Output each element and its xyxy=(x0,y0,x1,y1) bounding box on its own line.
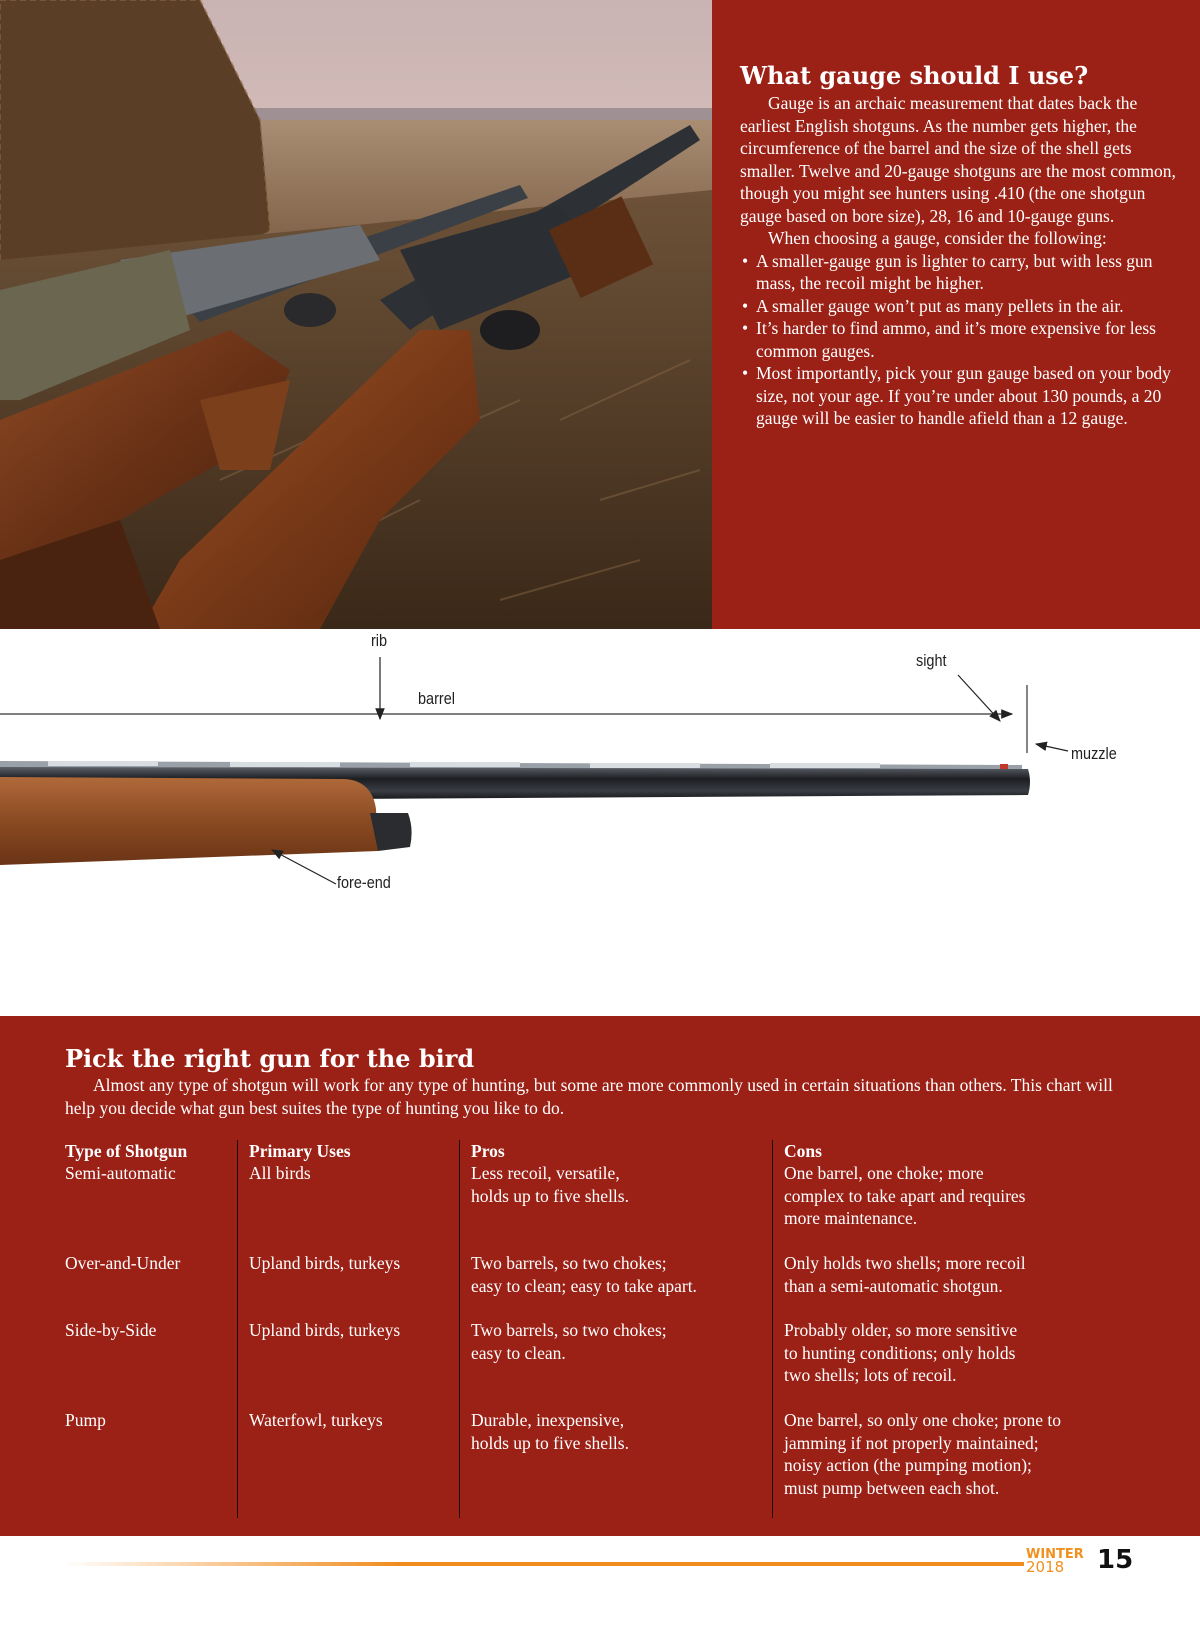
bird-intro: Almost any type of shotgun will work for any type of hunting, but some are more commonly used in certain situations than others. This chart will help you decide what gun best suites the type of hunting you like to do. xyxy=(65,1075,1113,1118)
table-cell: All birds xyxy=(249,1163,311,1183)
table-cell: Upland birds, turkeys xyxy=(249,1320,401,1340)
table-header: Cons xyxy=(784,1141,822,1161)
table-cell: Only holds two shells; more recoil than a semi-automatic shotgun. xyxy=(784,1253,1026,1296)
season-year: 2018 xyxy=(1026,1558,1065,1576)
table-header: Type of Shotgun xyxy=(65,1141,188,1161)
table-column-uses xyxy=(237,1140,459,1518)
table-cell: One barrel, one choke; more complex to take apart and requires more maintenance. xyxy=(784,1163,1026,1228)
gauge-paragraph-2: When choosing a gauge, consider the following: xyxy=(768,228,1107,248)
rib-label: rib xyxy=(371,631,388,650)
table-cell: Over-and-Under xyxy=(65,1253,181,1273)
muzzle-label: muzzle xyxy=(1071,744,1117,763)
table-column-cons xyxy=(772,1140,1145,1518)
table-column-pros xyxy=(459,1140,772,1518)
page-number: 15 xyxy=(1097,1545,1134,1575)
gauge-bullet: • A smaller gauge won’t put as many pellets in the air. xyxy=(740,295,1184,318)
table-cell: Less recoil, versatile, holds up to five shells. xyxy=(471,1163,629,1206)
table-header: Primary Uses xyxy=(249,1141,351,1161)
season-label: WINTER xyxy=(1026,1547,1084,1562)
table-cell: Pump xyxy=(65,1410,106,1430)
footer-divider xyxy=(64,1562,1024,1566)
table-cell: Two barrels, so two chokes; easy to clean. xyxy=(471,1320,667,1363)
gun-for-bird-panel xyxy=(0,1016,1200,1536)
table-column-type xyxy=(65,1140,237,1518)
gauge-bullet-list xyxy=(740,250,1184,430)
hero-photo-shotguns xyxy=(0,0,712,629)
gauge-bullet: • A smaller-gauge gun is lighter to carry, but with less gun mass, the recoil might be higher. xyxy=(740,250,1184,295)
table-cell: Two barrels, so two chokes; easy to clean; easy to take apart. xyxy=(471,1253,697,1296)
shotgun-barrel-illustration xyxy=(0,629,1200,1014)
table-cell: Semi-automatic xyxy=(65,1163,176,1183)
table-cell: Probably older, so more sensitive to hunting conditions; only holds two shells; lots of recoil. xyxy=(784,1320,1018,1385)
table-header: Pros xyxy=(471,1141,505,1161)
table-cell: Durable, inexpensive, holds up to five shells. xyxy=(471,1410,629,1453)
shotguns-on-hay-illustration xyxy=(0,0,712,629)
table-cell: One barrel, so only one choke; prone to jamming if not properly maintained; noisy action (the pumping motion); must pump between each shot. xyxy=(784,1410,1062,1498)
issue-season xyxy=(1026,1548,1092,1582)
gauge-info-panel xyxy=(712,0,1200,629)
table-cell: Upland birds, turkeys xyxy=(249,1253,401,1273)
gauge-bullet: • It’s harder to find ammo, and it’s more expensive for less common gauges. xyxy=(740,317,1184,362)
gauge-heading: What gauge should I use? xyxy=(740,61,1089,90)
fore-end-label: fore-end xyxy=(337,873,391,892)
table-cell: Side-by-Side xyxy=(65,1320,157,1340)
shotgun-comparison-table xyxy=(65,1140,1145,1518)
bird-heading: Pick the right gun for the bird xyxy=(65,1044,475,1073)
gauge-paragraph-1: Gauge is an archaic measurement that dates back the earliest English shotguns. As the number gets higher, the circumference of the barrel and the size of the shell gets smaller. Twelve and 20-gauge shotguns are the most common, though you might see hunters using .410 (the one shotgun gauge based on bore size), 28, 16 and 10-gauge guns. xyxy=(740,93,1176,226)
shotgun-parts-diagram xyxy=(0,629,1200,1014)
gauge-bullet: • Most importantly, pick your gun gauge based on your body size, not your age. If you’re under about 130 pounds, a 20 gauge will be easier to handle afield than a 12 gauge. xyxy=(740,362,1184,430)
table-cell: Waterfowl, turkeys xyxy=(249,1410,383,1430)
barrel-label: barrel xyxy=(418,689,455,708)
sight-label: sight xyxy=(916,651,947,670)
